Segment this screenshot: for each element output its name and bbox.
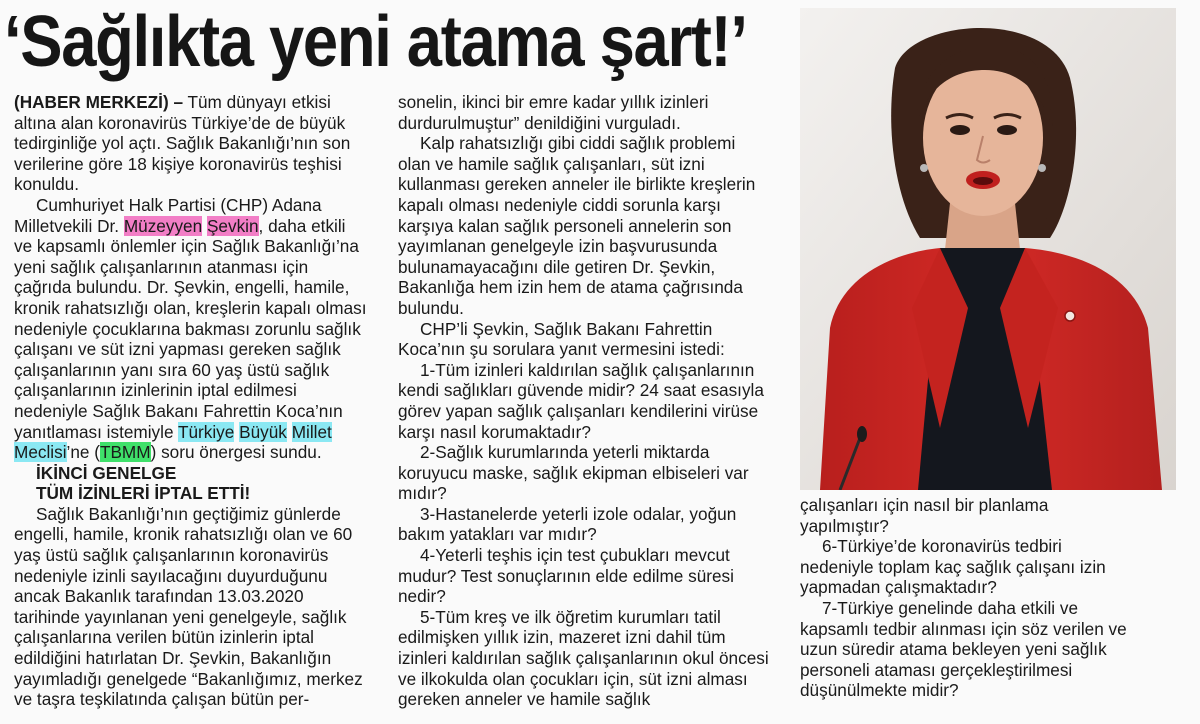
woman-speaking-at-microphone-photo [800,8,1176,490]
highlighted-name: Şevkin [206,215,259,236]
paragraph [14,195,368,463]
highlighted-abbreviation: TBMM [99,442,151,463]
question-item: 5-Tüm kreş ve ilk öğretim kurumları tatil edilmişken yıllık izin, mazeret izni dahil tüm izinleri kaldırılan sağlık çalışanlarının okul öncesi ve ilkokulda olan çocukları için, süt izni alması gereken anneler ve hamile sağlık [398,606,769,710]
portrait-photo [800,8,1176,490]
question-item: 3-Hastanelerde yeterli izole odalar, yoğun bakım yatakları var mıdır? [398,503,737,545]
paragraph-text: ’ne ( [66,442,100,463]
highlighted-term: Türkiye [177,421,235,442]
paragraph: sonelin, ikinci bir emre kadar yıllık izinleri durdurulmuştur” denildiğini vurguladı. [398,92,709,133]
article-column-2 [398,92,772,710]
paragraph [14,92,368,195]
paragraph-text: Cumhuriyet Halk Partisi (CHP) Adana Milletvekili Dr. [14,194,322,236]
question-item: 7-Türkiye genelinde daha etkili ve kapsamlı tedbir alınması için söz verilen ve uzun süredir atama bekleyen yeni sağlık personeli ataması gerçekleştirilmesi düşünülmekte midir? [800,597,1127,701]
paragraph: CHP’li Şevkin, Sağlık Bakanı Fahrettin Koca’nın şu sorulara yanıt vermesini istedi: [398,318,725,360]
question-item: 6-Türkiye’de koronavirüs tedbiri nedeniyle toplam kaç sağlık çalışanı izin yapmadan çalışmaktadır? [800,536,1106,598]
question-item: 1-Tüm izinleri kaldırılan sağlık çalışanlarının kendi sağlıkları güvende midir? 24 saat esasıyla görev yapan sağlık çalışanları kendilerini virüse karşı nasıl korumaktadır? [398,359,764,442]
highlighted-name: Müzeyyen [123,215,203,236]
question-item: 2-Sağlık kurumlarında yeterli miktarda koruyucu maske, sağlık ekipman elbiseleri var mıdır? [398,442,749,504]
paragraph: Kalp rahatsızlığı gibi ciddi sağlık problemi olan ve hamile sağlık çalışanları, süt izni kullanması gereken anneler ile birlikte kreşlerin kapalı olması nedeniyle ciddi sorunla karşı karşıya kalan sağlık personeli annelerin son yayımlanan genelgeyle izin başvurusunda bulunamayacağını dile getiren Dr. Şevkin, Bakanlığa hem izin hem de atama çağrısında bulundu. [398,133,756,318]
highlighted-term: Meclisi [14,442,67,463]
paragraph: çalışanları için nasıl bir planlama yapılmıştır? [800,495,1049,536]
paragraph: Sağlık Bakanlığı’nın geçtiğimiz günlerde engelli, hamile, kronik rahatsızlığı olan ve 60 yaş üstü sağlık çalışanlarının koronavirüs nedeniyle izinli sayılacağını duyurduğunu ancak Bakanlık tarafından 13.03.2020 tarihinde yayınlanan yeni genelgeyle, sağlık çalışanlarına verilen bütün izinlerin iptal edildiğini hatırlatan Dr. Şevkin, Bakanlığın yayımladığı genelgede “Bakanlığımız, merkez ve taşra teşkilatında çalışan bütün per- [14,503,363,710]
article-column-3 [800,495,1130,701]
paragraph-text: , daha etkili ve kapsamlı önlemler için Sağlık Bakanlığı’na yeni sağlık çalışanlarının atanması için çağrıda bulundu. Dr. Şevkin, engelli, hamile, kronik rahatsızlığı olan, kreşlerin kapalı olması nedeniyle çocuklarına bakması zorunlu sağlık çalışanı ve süt izni yapması gereken sağlık çalışanlarının yanı sıra 60 yaş üstü sağlık çalışanlarının izinlerinin iptal edilmesi nedeniyle Sağlık Bakanı Fahrettin Koca’nın yanıtlaması istemiyle [14,215,367,442]
highlighted-term: Büyük [239,421,287,442]
subheading: İKİNCİ GENELGE [36,462,177,483]
headline: ‘Sağlıkta yeni atama şart!’ [4,2,747,82]
subheading: TÜM İZİNLERİ İPTAL ETTİ! [36,483,251,504]
paragraph-text: ) soru önergesi sundu. [150,442,322,463]
highlighted-term: Millet [291,421,332,442]
news-source-lead: (HABER MERKEZİ) – [14,92,184,112]
question-item: 4-Yeterli teşhis için test çubukları mevcut mudur? Test sonuçlarının elde edilme süresi nedir? [398,545,734,607]
paragraph-text: Tüm dünyayı etkisi altına alan koronavirüs Türkiye’de de büyük tedirginliğe yol açtı. Sağlık Bakanlığı’nın son verilerine göre 18 kişiye koronavirüs teşhisi konuldu. [14,92,351,195]
article-column-1 [14,92,368,710]
